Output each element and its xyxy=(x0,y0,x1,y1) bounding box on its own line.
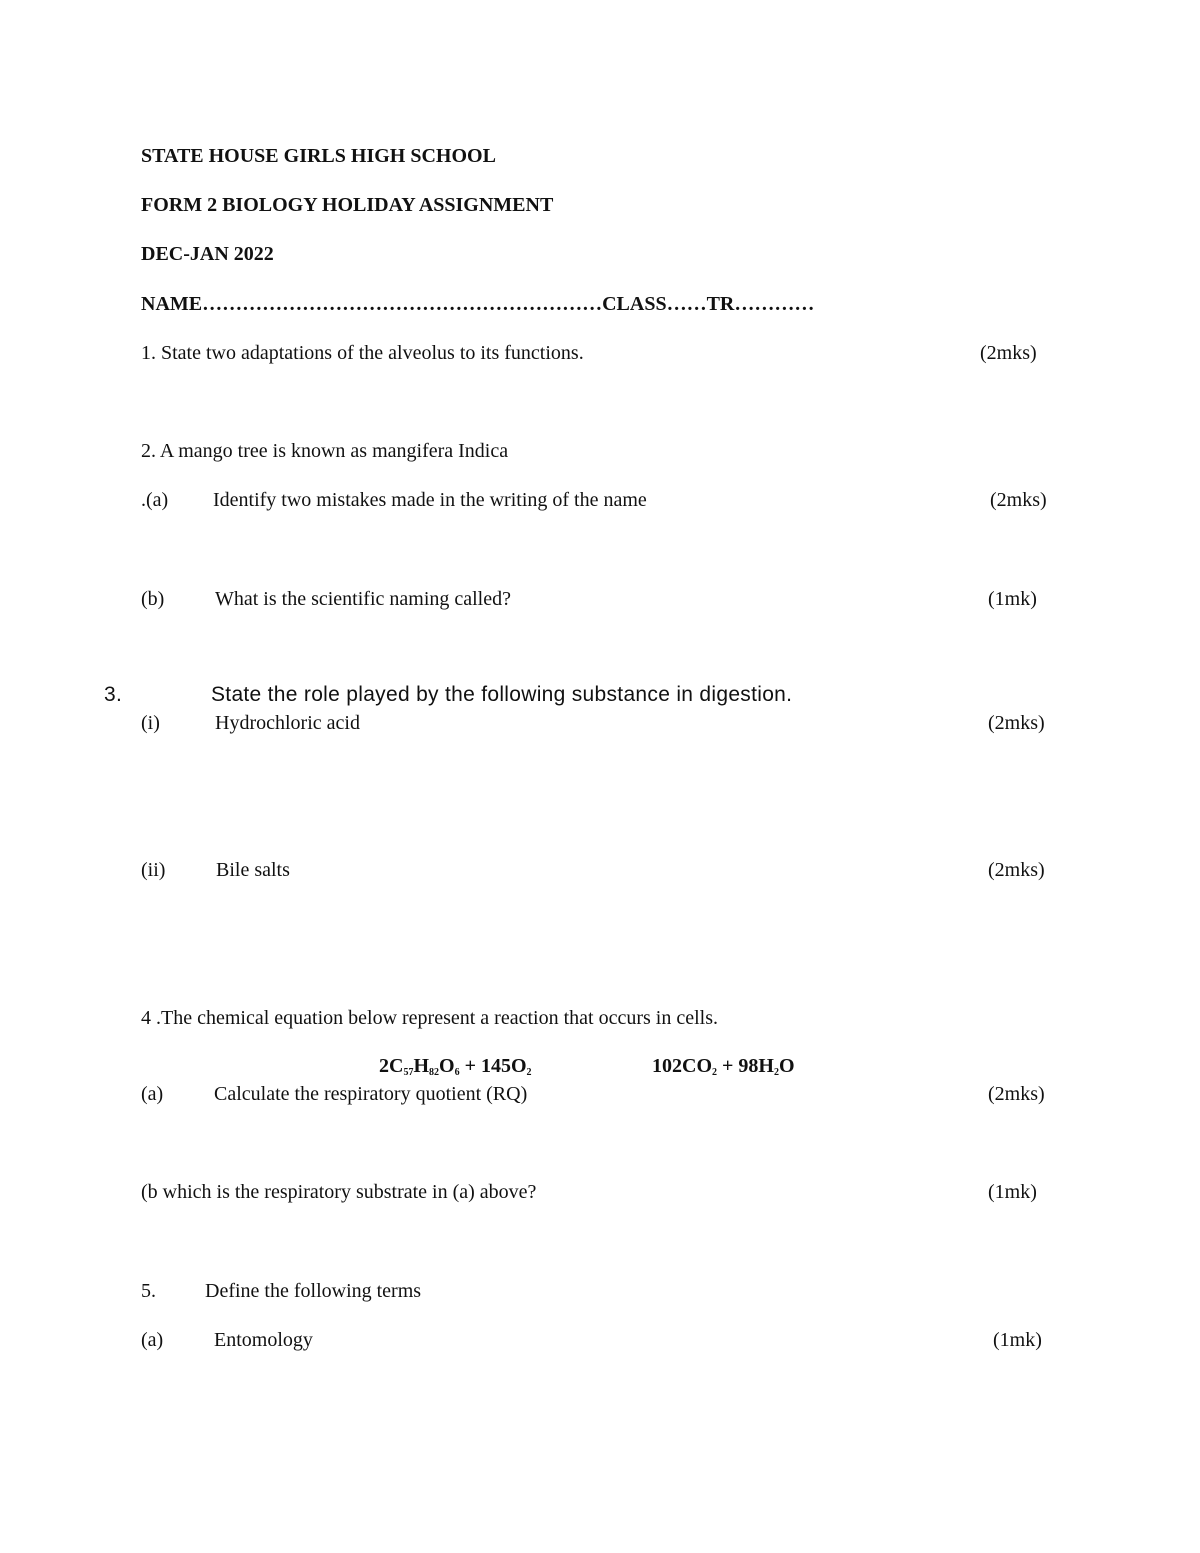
equation-reactants: $2C_{57}H_{82}O_6 + 145O_2$ xyxy=(379,1055,532,1078)
assignment-title: FORM 2 BIOLOGY HOLIDAY ASSIGNMENT xyxy=(141,194,554,216)
question-3ii-text: Bile salts xyxy=(216,859,290,881)
question-2a-text: Identify two mistakes made in the writing of the name xyxy=(213,489,647,511)
question-3i-marks: (2mks) xyxy=(988,712,1045,734)
question-4a-label: (a) xyxy=(141,1083,164,1105)
assignment-period: DEC-JAN 2022 xyxy=(141,243,274,265)
question-4b-text: (b which is the respiratory substrate in (a) above? xyxy=(141,1181,537,1203)
question-3i-text: Hydrochloric acid xyxy=(215,712,360,734)
question-4b-marks: (1mk) xyxy=(988,1181,1037,1203)
question-5a-marks: (1mk) xyxy=(993,1329,1042,1351)
question-5a-label: (a) xyxy=(141,1329,164,1351)
question-1-text: 1. State two adaptations of the alveolus to its functions. xyxy=(141,342,584,364)
question-2a-marks: (2mks) xyxy=(990,489,1047,511)
question-4-text: 4 .The chemical equation below represent a reaction that occurs in cells. xyxy=(141,1007,718,1029)
question-2b-text: What is the scientific naming called? xyxy=(215,588,511,610)
question-3i-label: (i) xyxy=(141,712,160,734)
school-name: STATE HOUSE GIRLS HIGH SCHOOL xyxy=(141,145,496,167)
equation-products: $102CO_2 + 98H_2O$ xyxy=(652,1055,795,1078)
question-3-number: 3. xyxy=(104,683,123,706)
name-class-line: NAME……………………………………………………CLASS……TR………… xyxy=(141,293,815,315)
question-2a-label: .(a) xyxy=(141,489,169,511)
question-5-number: 5. xyxy=(141,1280,156,1302)
question-3ii-marks: (2mks) xyxy=(988,859,1045,881)
question-5a-text: Entomology xyxy=(214,1329,313,1351)
question-2-text: 2. A mango tree is known as mangifera Indica xyxy=(141,440,509,462)
question-2b-marks: (1mk) xyxy=(988,588,1037,610)
question-4a-marks: (2mks) xyxy=(988,1083,1045,1105)
question-3-text: State the role played by the following substance in digestion. xyxy=(211,683,793,706)
question-2b-label: (b) xyxy=(141,588,165,610)
question-3ii-label: (ii) xyxy=(141,859,166,881)
question-5-text: Define the following terms xyxy=(205,1280,422,1302)
question-4a-text: Calculate the respiratory quotient (RQ) xyxy=(214,1083,528,1105)
question-1-marks: (2mks) xyxy=(980,342,1037,364)
